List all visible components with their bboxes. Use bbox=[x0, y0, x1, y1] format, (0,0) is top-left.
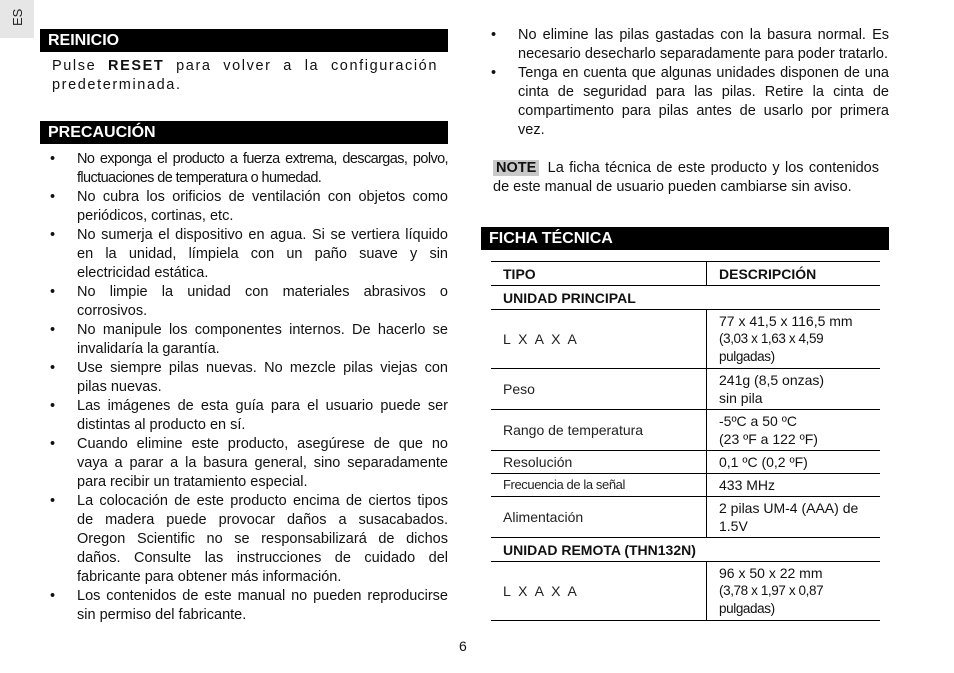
note-paragraph bbox=[493, 159, 879, 197]
cell-desc-line2: (23 ºF a 122 ºF) bbox=[719, 431, 818, 447]
table-header-row bbox=[491, 262, 880, 286]
cell-tipo: Rango de temperatura bbox=[491, 410, 707, 451]
group-row-main bbox=[491, 286, 880, 310]
table-row bbox=[491, 310, 880, 369]
table-row bbox=[491, 410, 880, 451]
list-item: • No cubra los orificios de ventilación con objetos como periódicos, cortinas, etc. bbox=[40, 188, 448, 226]
cell-tipo: L X A X A bbox=[491, 310, 707, 369]
reinicio-heading: REINICIO bbox=[40, 29, 448, 52]
cell-desc: 2 pilas UM-4 (AAA) de 1.5V bbox=[707, 497, 881, 538]
cell-desc: 0,1 ºC (0,2 ºF) bbox=[707, 451, 881, 474]
list-item: • No exponga el producto a fuerza extrema, descargas, polvo, fluctuaciones de temperatura o humedad. bbox=[40, 150, 448, 188]
reinicio-text-after: para volver a la configuración predeterminada. bbox=[52, 58, 439, 93]
list-item: • Use siempre pilas nuevas. No mezcle pilas viejas con pilas nuevas. bbox=[40, 359, 448, 397]
right-column bbox=[481, 0, 889, 621]
list-item: • Cuando elimine este producto, asegúrese de que no vaya a parar a la basura general, sino separadamente para recibir un tratamiento especial. bbox=[40, 435, 448, 492]
group-label-remote: UNIDAD REMOTA (THN132N) bbox=[491, 538, 880, 562]
reinicio-text-before: Pulse bbox=[52, 58, 109, 74]
precaucion-heading: PRECAUCIÓN bbox=[40, 121, 448, 144]
note-text: La ficha técnica de este producto y los contenidos de este manual de usuario pueden cambiarse sin aviso. bbox=[493, 160, 879, 195]
list-item: • Tenga en cuenta que algunas unidades disponen de una cinta de seguridad para las pilas. Retire la cinta de compartimento para pilas antes de usarlo por primera vez. bbox=[481, 64, 889, 140]
group-row-remote bbox=[491, 538, 880, 562]
group-label-main: UNIDAD PRINCIPAL bbox=[491, 286, 880, 310]
list-item: • No manipule los componentes internos. De hacerlo se invalidaría la garantía. bbox=[40, 321, 448, 359]
cell-tipo: Peso bbox=[491, 369, 707, 410]
cell-desc bbox=[707, 310, 881, 369]
table-row bbox=[491, 497, 880, 538]
cell-desc-line1: -5ºC a 50 ºC bbox=[719, 413, 797, 429]
reinicio-text bbox=[52, 57, 438, 95]
cell-desc-line1: 96 x 50 x 22 mm bbox=[719, 565, 823, 581]
cell-tipo: Resolución bbox=[491, 451, 707, 474]
precaucion-list-continued bbox=[481, 26, 889, 140]
reset-keyword: RESET bbox=[108, 58, 165, 74]
cell-tipo: Frecuencia de la señal bbox=[491, 474, 707, 497]
language-tab bbox=[0, 0, 34, 38]
left-column bbox=[40, 0, 448, 625]
table-row bbox=[491, 369, 880, 410]
col-header-tipo: TIPO bbox=[491, 262, 707, 286]
table-row bbox=[491, 562, 880, 621]
cell-desc-line2: (3,03 x 1,63 x 4,59 pulgadas) bbox=[719, 331, 824, 364]
ficha-heading: FICHA TÉCNICA bbox=[481, 227, 889, 250]
page-number: 6 bbox=[459, 638, 467, 654]
language-label: ES bbox=[10, 8, 25, 26]
table-row bbox=[491, 474, 880, 497]
list-item: • No sumerja el dispositivo en agua. Si se vertiera líquido en la unidad, límpiela con un paño suave y sin electricidad estática. bbox=[40, 226, 448, 283]
cell-desc: 433 MHz bbox=[707, 474, 881, 497]
spec-table bbox=[491, 261, 880, 621]
cell-desc-line2: sin pila bbox=[719, 390, 763, 406]
list-item: • Los contenidos de este manual no pueden reproducirse sin permiso del fabricante. bbox=[40, 587, 448, 625]
cell-desc-line1: 77 x 41,5 x 116,5 mm bbox=[719, 313, 853, 329]
cell-tipo: L X A X A bbox=[491, 562, 707, 621]
cell-tipo: Alimentación bbox=[491, 497, 707, 538]
table-row bbox=[491, 451, 880, 474]
cell-desc-line1: 241g (8,5 onzas) bbox=[719, 372, 825, 388]
col-header-descripcion: DESCRIPCIÓN bbox=[707, 262, 881, 286]
list-item: • La colocación de este producto encima de ciertos tipos de madera puede provocar daños a susacabados. Oregon Scientific no se responsabilizará de dichos daños. Consulte las instrucciones de cuidado del fabricante para obtener más información. bbox=[40, 492, 448, 587]
note-badge: NOTE bbox=[493, 160, 539, 176]
list-item: • Las imágenes de esta guía para el usuario puede ser distintas al producto en sí. bbox=[40, 397, 448, 435]
cell-desc bbox=[707, 562, 881, 621]
list-item: • No elimine las pilas gastadas con la basura normal. Es necesario desecharlo separadamente para poder tratarlo. bbox=[481, 26, 889, 64]
cell-desc bbox=[707, 410, 881, 451]
precaucion-list bbox=[40, 150, 448, 625]
cell-desc-line2: (3,78 x 1,97 x 0,87 pulgadas) bbox=[719, 583, 824, 616]
list-item: • No limpie la unidad con materiales abrasivos o corrosivos. bbox=[40, 283, 448, 321]
cell-desc bbox=[707, 369, 881, 410]
